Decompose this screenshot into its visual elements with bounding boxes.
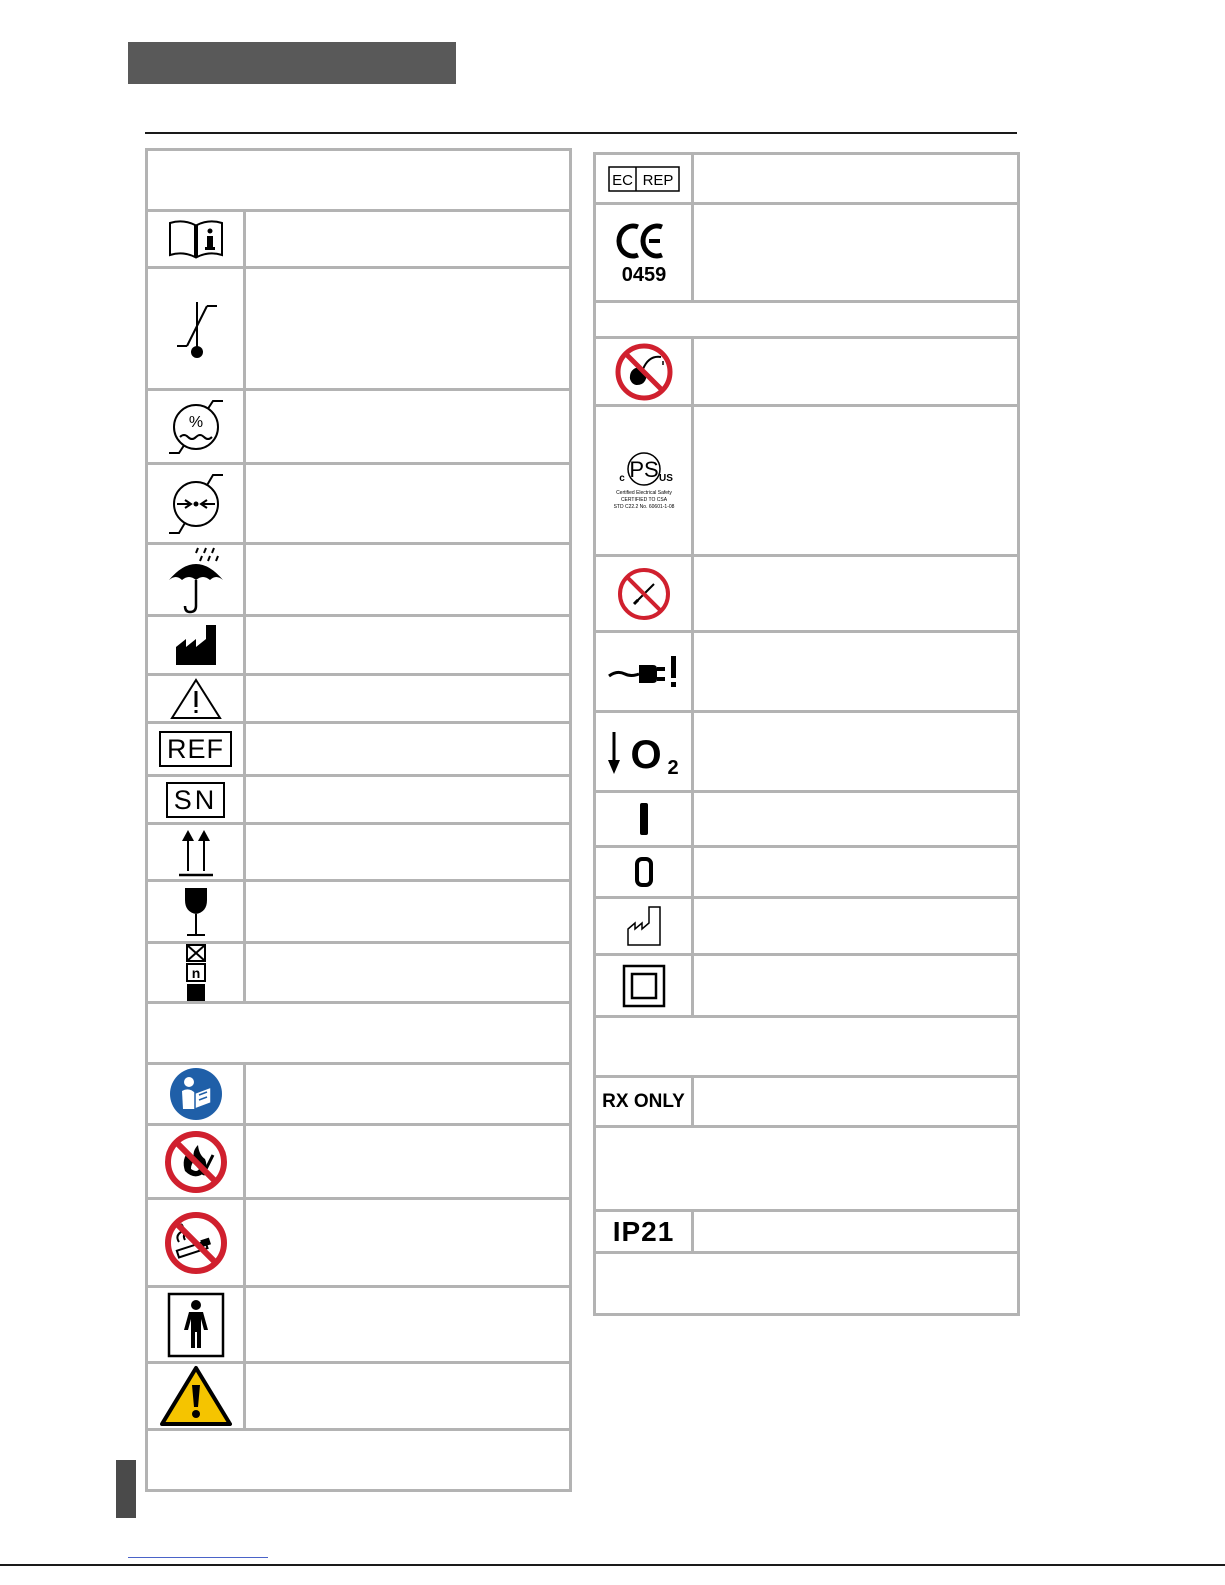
power-on-icon [638, 802, 650, 836]
no-open-flame-icon [163, 1129, 229, 1195]
ce-mark-icon [612, 221, 676, 285]
rx-only-label: RX ONLY [602, 1090, 685, 1112]
ref-catalogue-icon: REF [159, 731, 232, 767]
class-ii-equipment-icon [622, 964, 666, 1008]
table-row [596, 557, 1017, 633]
low-oxygen-icon [606, 728, 682, 776]
read-manual-icon [169, 1067, 223, 1121]
power-cord-caution-icon [607, 654, 681, 690]
date-of-manufacture-icon [626, 905, 662, 947]
csa-cert-line1: Certified Electrical Safety [615, 489, 672, 496]
type-bf-applied-part-icon [167, 1292, 225, 1358]
oxygen-subscript: 2 [666, 756, 679, 776]
table-row [596, 155, 1017, 205]
fragile-icon [181, 886, 211, 938]
this-way-up-icon [176, 827, 216, 877]
ec-label: EC [611, 171, 633, 189]
table-row [148, 1126, 569, 1200]
temperature-limit-icon [171, 294, 221, 364]
table-row [148, 944, 569, 1004]
table-row [148, 1065, 569, 1126]
table-row [596, 1078, 1017, 1128]
stacking-limit-icon [184, 944, 208, 1002]
table-row [596, 899, 1017, 956]
table-row [596, 633, 1017, 713]
table-section-header [148, 151, 569, 212]
bottom-rule [0, 1564, 1225, 1566]
table-section-header [596, 1018, 1017, 1078]
csa-cert-line2: CERTIFIED TO CSA [620, 496, 667, 503]
keep-dry-icon [166, 546, 226, 614]
table-row [148, 269, 569, 391]
table-section-header [596, 303, 1017, 339]
notified-body-number: 0459 [621, 263, 666, 285]
stacking-limit-label: n [191, 964, 200, 981]
footer-link[interactable] [128, 1557, 268, 1558]
caution-icon [170, 678, 222, 720]
left-symbols-table [145, 148, 572, 1492]
table-row [596, 848, 1017, 899]
ip-rating-label: IP21 [612, 1215, 675, 1247]
serial-number-icon: SN [166, 782, 226, 818]
atmospheric-pressure-limit-icon [165, 469, 227, 539]
csa-ps-label: PS [628, 456, 659, 482]
power-off-icon [634, 857, 654, 887]
table-section-footer [148, 1431, 569, 1489]
table-row [148, 777, 569, 825]
table-section-header [148, 1004, 569, 1065]
table-row [596, 956, 1017, 1018]
table-row [596, 339, 1017, 407]
table-row [596, 205, 1017, 303]
manufacturer-icon [174, 623, 218, 667]
right-symbols-table [593, 152, 1020, 1316]
table-row [148, 724, 569, 777]
csa-c-label: c [618, 472, 625, 484]
table-section-header [596, 1128, 1017, 1212]
page-side-tab [116, 1460, 136, 1518]
no-needle-icon [616, 566, 672, 622]
humidity-limit-icon [165, 395, 227, 459]
table-row [148, 1288, 569, 1364]
table-row [148, 617, 569, 676]
table-section-footer [596, 1254, 1017, 1313]
table-row [596, 793, 1017, 848]
table-row [148, 676, 569, 724]
svg-text:%: % [188, 413, 203, 431]
table-row [596, 713, 1017, 793]
section-header-bar [128, 42, 456, 84]
no-smoking-icon [163, 1210, 229, 1276]
table-row [148, 825, 569, 882]
csa-certification-icon [604, 449, 684, 513]
csa-cert-line3: STD C22.2 No. 60601-1-08 [613, 503, 674, 510]
table-row [148, 1364, 569, 1431]
table-row [148, 1200, 569, 1288]
table-row [148, 465, 569, 545]
table-row [148, 545, 569, 617]
warning-icon [160, 1365, 232, 1427]
ec-rep-icon [608, 166, 680, 192]
top-rule [145, 132, 1017, 134]
csa-us-label: US [658, 472, 673, 484]
table-row [596, 407, 1017, 557]
table-row [148, 391, 569, 465]
no-oil-grease-icon [613, 341, 675, 403]
rep-label: REP [642, 171, 673, 189]
table-row [148, 212, 569, 269]
table-row [148, 882, 569, 944]
table-row [596, 1212, 1017, 1254]
oxygen-label: O [629, 732, 662, 776]
consult-instructions-icon [166, 219, 226, 259]
